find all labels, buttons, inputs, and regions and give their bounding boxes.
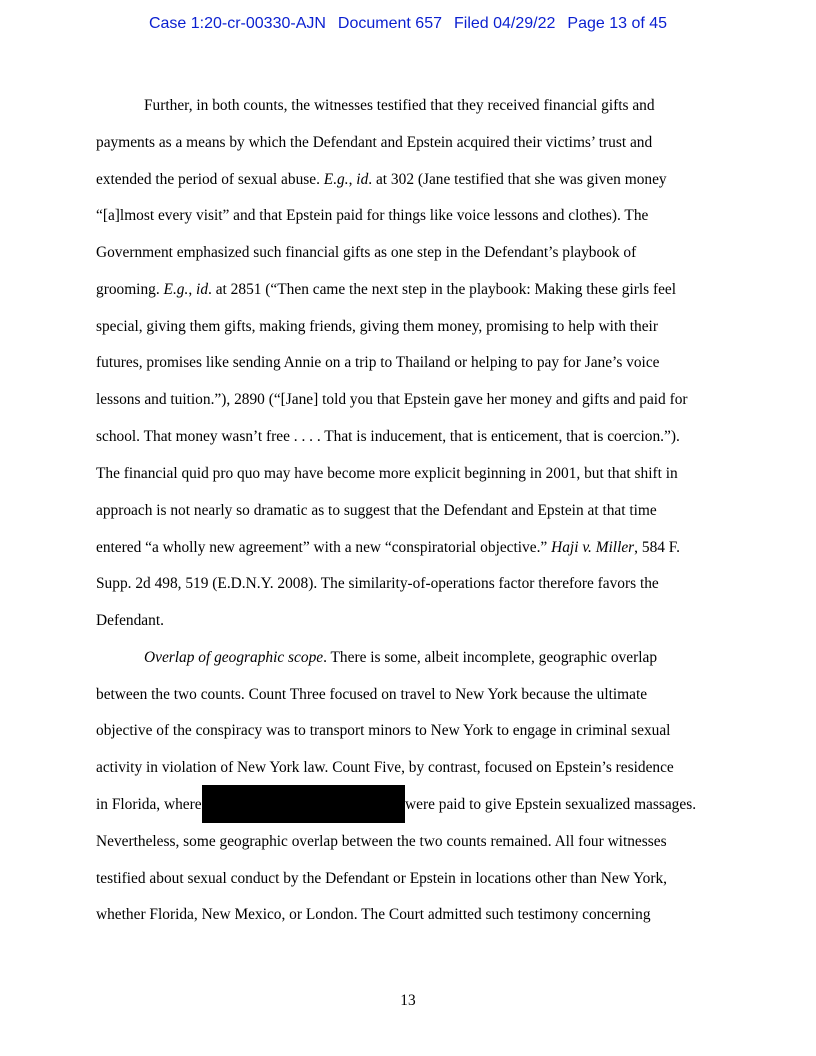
body-line: were paid to give Epstein sexualized massages.: [405, 796, 697, 813]
body-line: Government emphasized such financial gifts as one step in the Defendant’s playbook of: [96, 244, 637, 261]
body-line: [96, 280, 676, 300]
body-line: futures, promises like sending Annie on a trip to Thailand or helping to pay for Jane’s voice: [96, 354, 660, 371]
body-line: Defendant.: [96, 612, 164, 629]
body-line: testified about sexual conduct by the Defendant or Epstein in locations other than New York,: [96, 870, 668, 887]
section-heading: Overlap of geographic scope: [144, 649, 324, 666]
body-line: [96, 538, 680, 558]
citation-signal: E.g.: [163, 281, 189, 298]
filed-date: Filed 04/29/22: [453, 15, 556, 32]
redaction-box: [202, 785, 405, 823]
body-line: in Florida, where: [96, 796, 202, 813]
text-run: ,: [348, 171, 357, 188]
filing-header: [0, 15, 816, 33]
text-run: grooming.: [96, 281, 164, 298]
body-line: Nevertheless, some geographic overlap between the two counts remained. All four witnesses: [96, 833, 667, 850]
page-of-pages: Page 13 of 45: [567, 15, 668, 32]
body-line: [144, 648, 657, 668]
text-run: ,: [188, 281, 197, 298]
body-line: activity in violation of New York law. Count Five, by contrast, focused on Epstein’s residence: [96, 759, 674, 776]
body-line: [96, 170, 667, 190]
case-number: Case 1:20-cr-00330-AJN: [148, 15, 326, 32]
body-line: between the two counts. Count Three focused on travel to New York because the ultimate: [96, 686, 648, 703]
body-line: whether Florida, New Mexico, or London. The Court admitted such testimony concerning: [96, 906, 651, 923]
body-line: school. That money wasn’t free . . . . That is inducement, that is enticement, that is coercion.”).: [96, 428, 680, 445]
body-line: Supp. 2d 498, 519 (E.D.N.Y. 2008). The similarity-of-operations factor therefore favors the: [96, 575, 659, 592]
text-run: , 584 F.: [634, 539, 680, 556]
body-line: payments as a means by which the Defendant and Epstein acquired their victims’ trust and: [96, 134, 653, 151]
text-run: . There is some, albeit incomplete, geographic overlap: [323, 649, 658, 666]
document-number: Document 657: [337, 15, 442, 32]
body-line: lessons and tuition.”), 2890 (“[Jane] told you that Epstein gave her money and gifts and paid for: [96, 391, 688, 408]
body-line: Further, in both counts, the witnesses testified that they received financial gifts and: [144, 97, 655, 114]
page-number: 13: [400, 992, 416, 1009]
body-line: approach is not nearly so dramatic as to suggest that the Defendant and Epstein at that time: [96, 502, 657, 519]
body-line: “[a]lmost every visit” and that Epstein paid for things like voice lessons and clothes). The: [96, 207, 649, 224]
text-run: . at 2851 (“Then came the next step in the playbook: Making these girls feel: [208, 281, 677, 298]
text-run: extended the period of sexual abuse.: [96, 171, 324, 188]
case-citation: Haji v. Miller: [551, 539, 635, 556]
citation-signal: E.g.: [323, 171, 349, 188]
body-line: objective of the conspiracy was to transport minors to New York to engage in criminal sexual: [96, 722, 671, 739]
text-run: . at 302 (Jane testified that she was given money: [368, 171, 667, 188]
citation-id: id: [196, 281, 209, 298]
text-run: entered “a wholly new agreement” with a new “conspiratorial objective.”: [96, 539, 552, 556]
body-line: special, giving them gifts, making friends, giving them money, promising to help with their: [96, 318, 658, 335]
body-line: The financial quid pro quo may have become more explicit beginning in 2001, but that shift in: [96, 465, 678, 482]
citation-id: id: [356, 171, 369, 188]
